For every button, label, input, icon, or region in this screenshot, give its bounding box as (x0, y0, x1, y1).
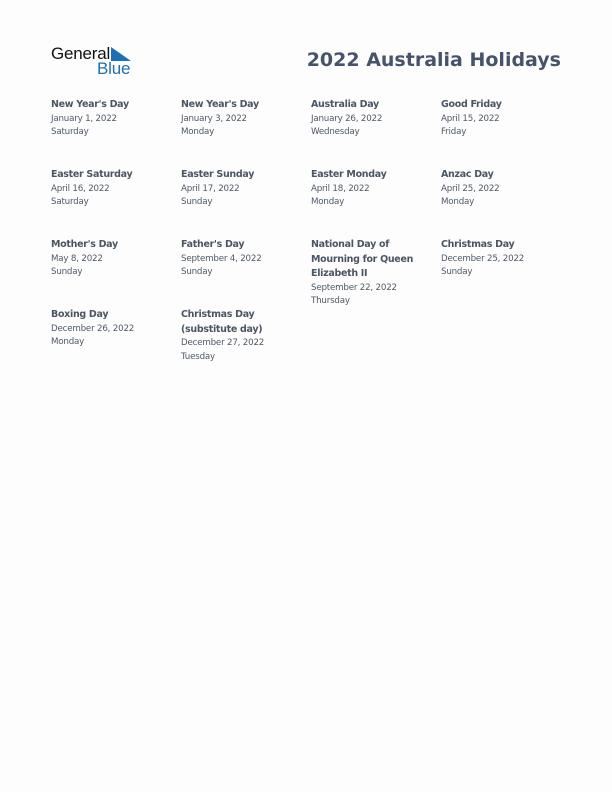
holiday-weekday: Sunday (181, 267, 213, 277)
logo-word-general: General (51, 44, 111, 63)
holiday-name: Boxing Day (51, 309, 109, 320)
holiday-name: Anzac Day (441, 169, 494, 180)
holiday-date: September 4, 2022 (181, 253, 262, 264)
holiday-name: Christmas Day (substitute day) (181, 309, 263, 335)
holiday-date: April 15, 2022 (441, 113, 500, 124)
holiday-date: January 3, 2022 (181, 113, 247, 124)
holiday-weekday: Monday (51, 337, 85, 347)
holiday-item (441, 238, 565, 280)
holiday-name: Christmas Day (441, 239, 515, 250)
holiday-date: January 1, 2022 (51, 113, 117, 124)
holiday-item (441, 168, 565, 210)
holiday-date: December 26, 2022 (51, 323, 135, 334)
holiday-date: April 25, 2022 (441, 183, 500, 194)
holiday-weekday: Wednesday (311, 127, 360, 137)
holiday-item (181, 238, 305, 280)
holiday-row (51, 168, 571, 238)
holiday-item (51, 308, 175, 350)
holiday-item (311, 238, 435, 309)
holiday-weekday: Monday (181, 127, 215, 137)
holiday-name: Easter Monday (311, 169, 387, 180)
page-title: 2022 Australia Holidays (306, 49, 561, 71)
holiday-date: May 8, 2022 (51, 253, 103, 264)
holiday-weekday: Thursday (311, 296, 350, 306)
logo-word-blue: Blue (97, 59, 131, 78)
holiday-item (181, 98, 305, 140)
logo (51, 44, 141, 78)
holiday-name: Easter Saturday (51, 169, 133, 180)
holiday-weekday: Friday (441, 127, 467, 137)
holiday-item (311, 98, 435, 140)
holiday-date: December 25, 2022 (441, 253, 525, 264)
holiday-weekday: Saturday (51, 127, 89, 137)
holiday-date: April 18, 2022 (311, 183, 370, 194)
holiday-name: Australia Day (311, 99, 379, 110)
holiday-weekday: Sunday (441, 267, 473, 277)
holiday-weekday: Monday (441, 197, 475, 207)
holiday-weekday: Sunday (181, 197, 213, 207)
holiday-item (181, 308, 305, 364)
holiday-date: September 22, 2022 (311, 282, 397, 293)
holiday-name: Father's Day (181, 239, 245, 250)
holiday-item (51, 98, 175, 140)
holiday-date: April 16, 2022 (51, 183, 110, 194)
holiday-name: Good Friday (441, 99, 502, 110)
holiday-item (311, 168, 435, 210)
holiday-weekday: Tuesday (181, 351, 215, 362)
holiday-date: January 26, 2022 (311, 113, 383, 124)
holiday-row (51, 238, 571, 308)
holiday-weekday: Sunday (51, 267, 83, 277)
holiday-date: April 17, 2022 (181, 183, 240, 194)
holiday-name: New Year's Day (181, 99, 259, 110)
holiday-name: National Day of Mourning for Queen Elizabeth II (311, 239, 414, 279)
holiday-item (441, 98, 565, 140)
holiday-grid (51, 98, 571, 378)
holiday-row (51, 308, 571, 378)
holiday-weekday: Monday (311, 197, 345, 207)
holiday-item (51, 238, 175, 280)
holiday-name: Mother's Day (51, 239, 118, 250)
holiday-item (51, 168, 175, 210)
holiday-item (181, 168, 305, 210)
holiday-name: Easter Sunday (181, 169, 255, 180)
holiday-date: December 27, 2022 (181, 338, 265, 348)
holiday-row (51, 98, 571, 168)
holiday-name: New Year's Day (51, 99, 129, 110)
holiday-weekday: Saturday (51, 197, 89, 207)
